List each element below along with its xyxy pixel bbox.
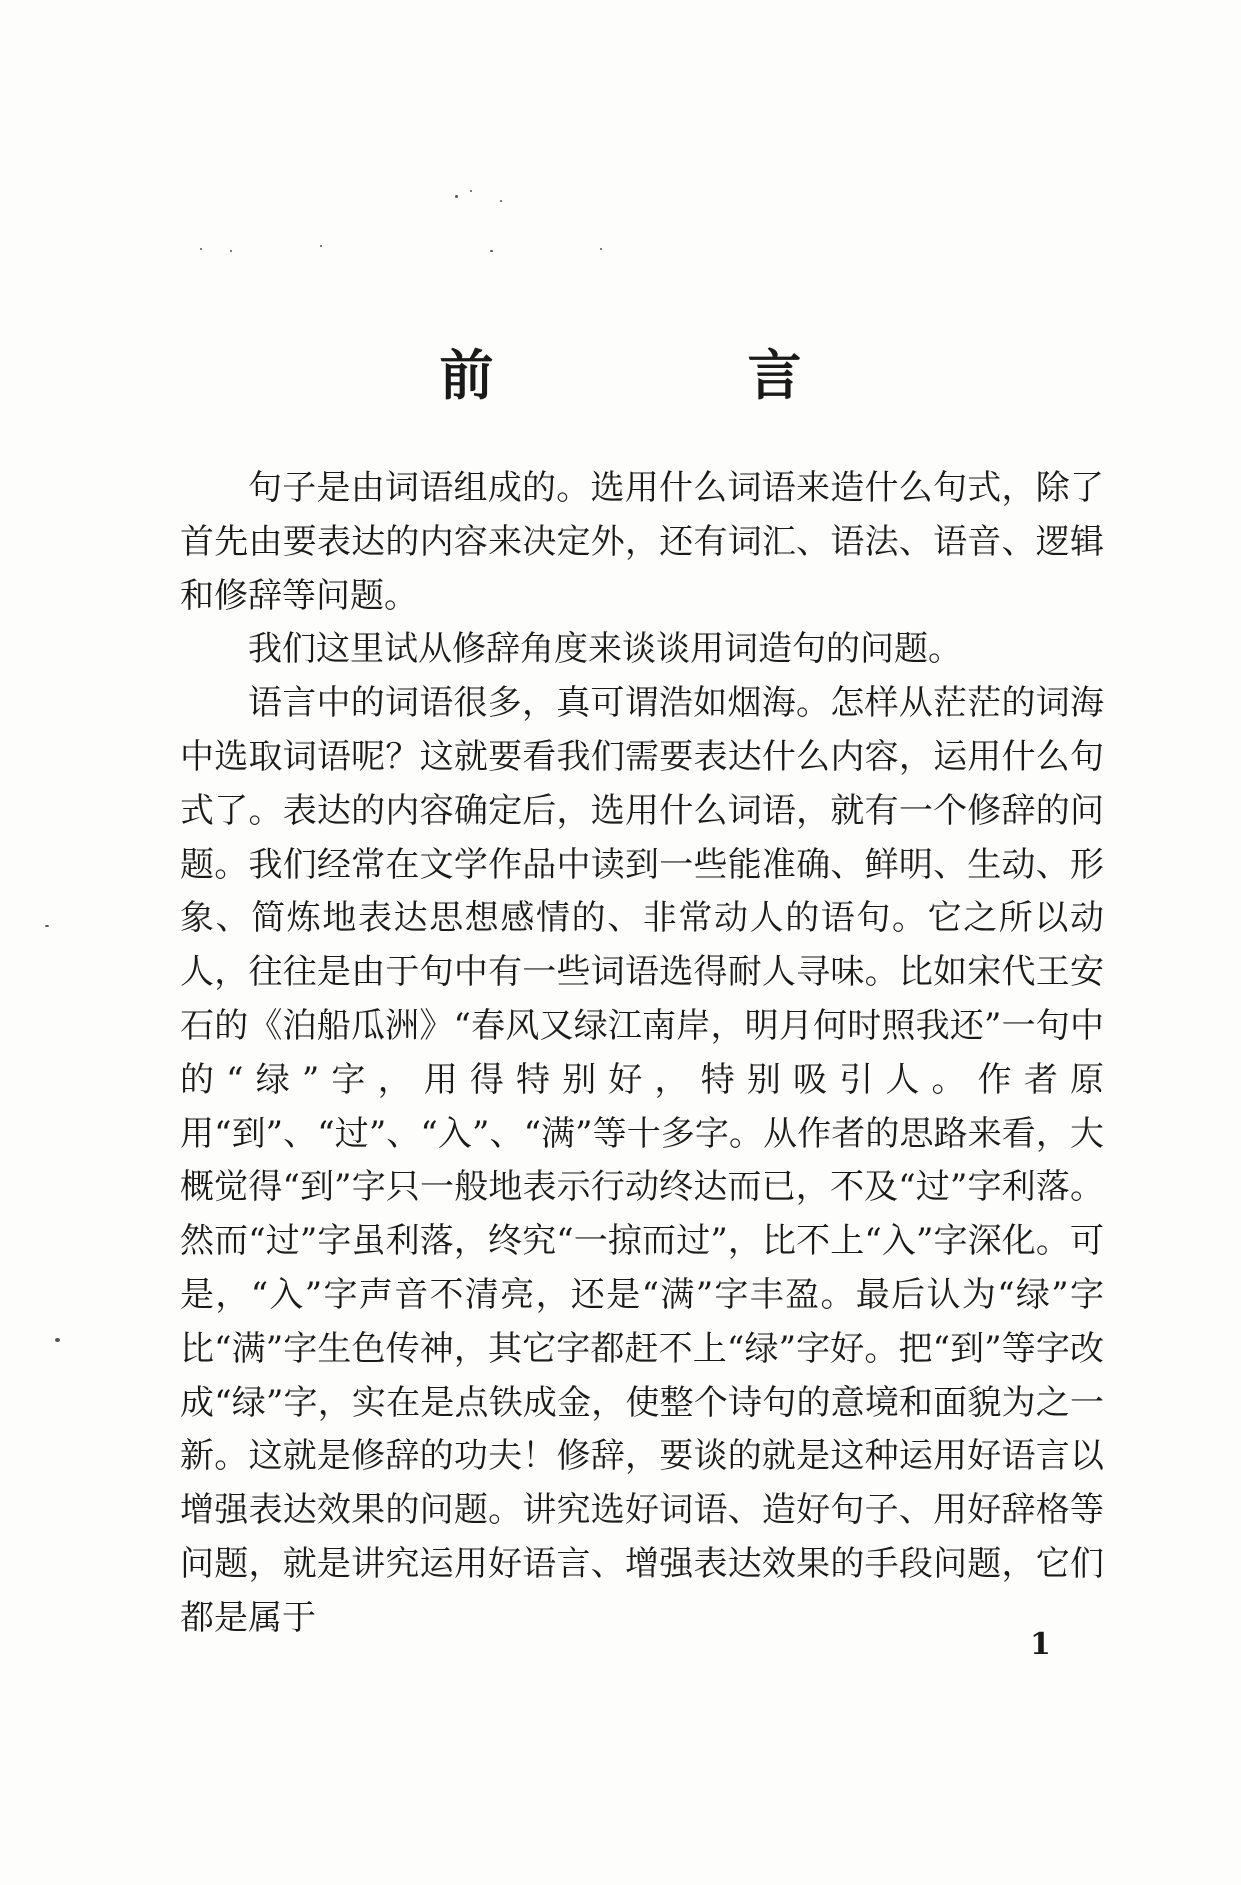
- scan-speck: [200, 248, 202, 250]
- paragraph: 语言中的词语很多，真可谓浩如烟海。怎样从茫茫的词海中选取词语呢？这就要看我们需要表达什么内容，运用什么句式了。表达的内容确定后，选用什么词语，就有一个修辞的问题。我们经常在文学作品中读到一些能准确、鲜明、生动、形象、简炼地表达思想感情的、非常动人的语句。它之所以动人，往往是由于句中有一些词语选得耐人寻味。比如宋代王安石的《泊船瓜洲》“春风又绿江南岸，明月何时照我还”一句中的“绿”字，用得特别好，特别吸引人。作者原用“到”、“过”、“入”、“满”等十多字。从作者的思路来看，大概觉得“到”字只一般地表示行动终达而已，不及“过”字利落。然而“过”字虽利落，终究“一掠而过”，比不上“入”字深化。可是，“入”字声音不清亮，还是“满”字丰盈。最后认为“绿”字比“满”字生色传神，其它字都赶不上“绿”字好。把“到”等字改成“绿”字，实在是点铁成金，使整个诗句的意境和面貌为之一新。这就是修辞的功夫！修辞，要谈的就是这种运用好语言以增强表达效果的问题。讲究选好词语、造好句子、用好辞格等问题，就是讲究运用好语言、增强表达效果的手段问题，它们都是属于: [180, 683, 1104, 1638]
- scan-speck: [500, 200, 502, 202]
- page-number: 1: [1030, 1627, 1051, 1662]
- scan-speck: [45, 925, 49, 927]
- scan-speck: [600, 248, 602, 250]
- body-text: [180, 462, 1104, 1646]
- scan-speck: [230, 250, 232, 252]
- paragraph: 我们这里试从修辞角度来谈谈用词造句的问题。: [248, 629, 962, 670]
- page-title: 前 言: [439, 343, 902, 407]
- scan-speck: [490, 250, 493, 252]
- scan-speck: [320, 245, 322, 247]
- scan-speck: [55, 1338, 60, 1342]
- scan-speck: [455, 195, 458, 198]
- paragraph: 句子是由词语组成的。选用什么词语来造什么句式，除了首先由要表达的内容来决定外，还有词汇、语法、语音、逻辑和修辞等问题。: [180, 468, 1104, 616]
- scan-speck: [470, 190, 472, 192]
